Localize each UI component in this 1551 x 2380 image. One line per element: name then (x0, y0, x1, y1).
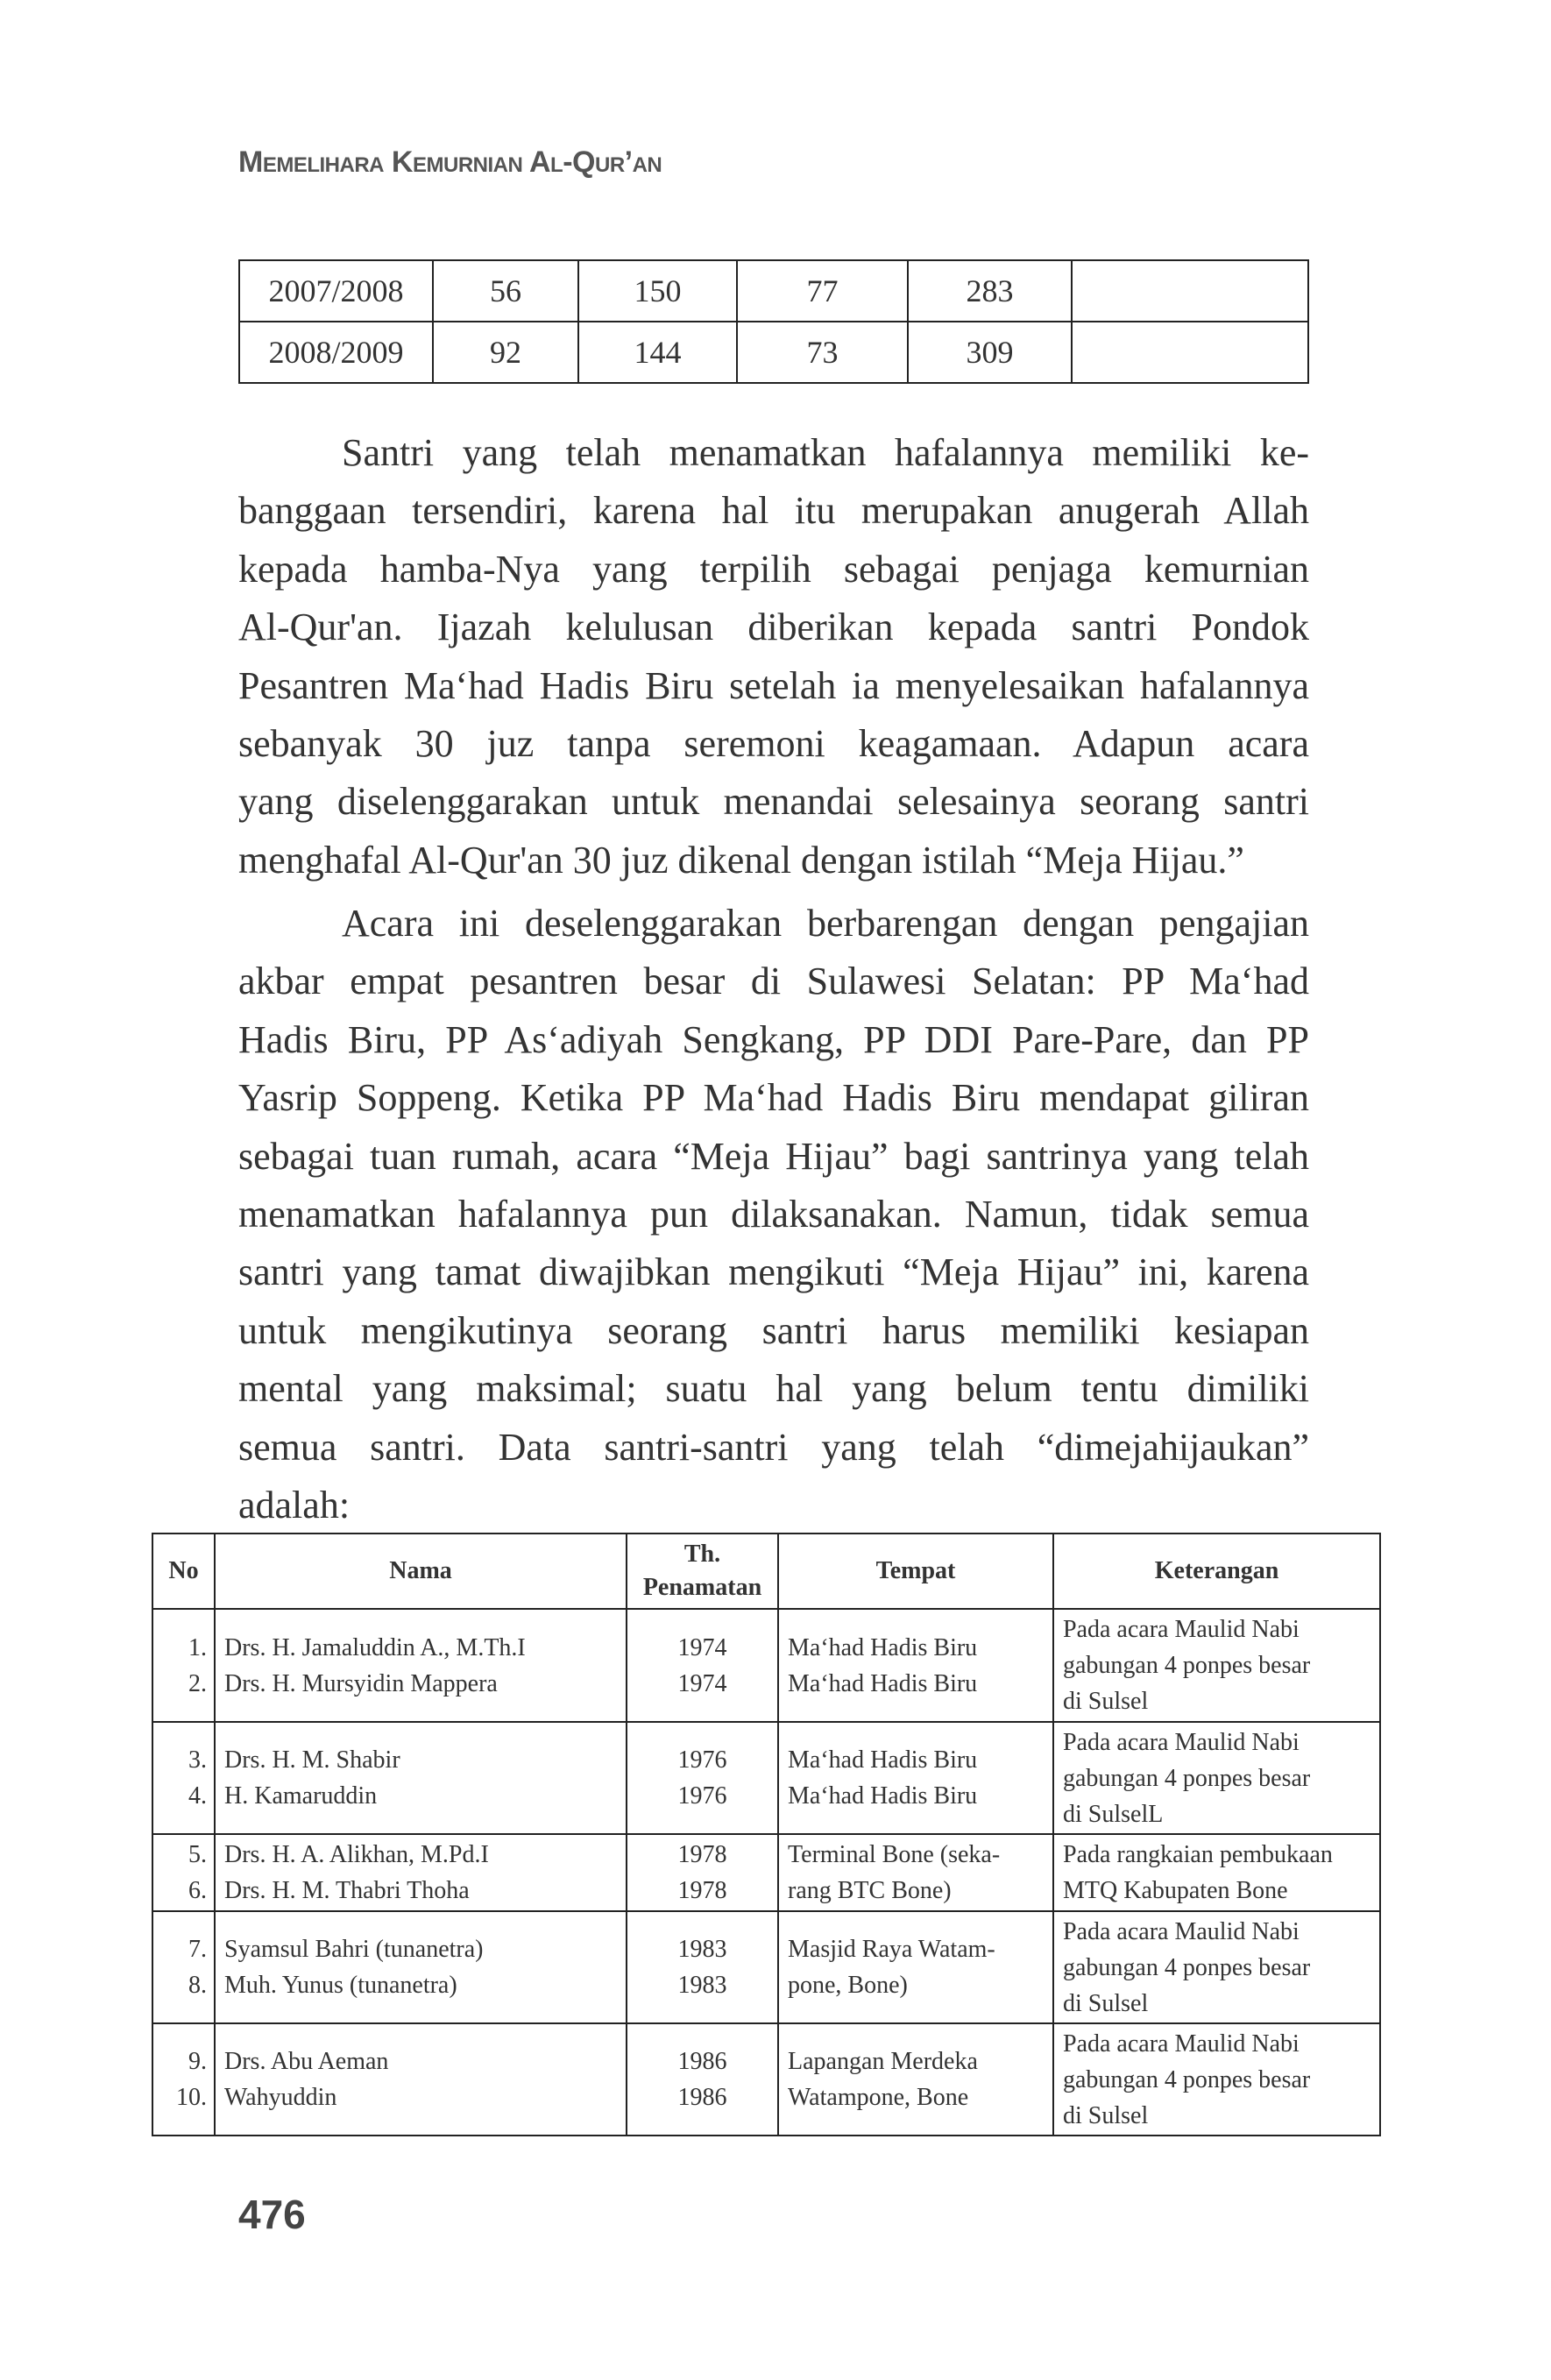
table-row (239, 260, 1308, 322)
tempat-line: Lapangan Merdeka (788, 2048, 978, 2075)
cell-no (152, 1722, 215, 1834)
table-cell: 144 (578, 322, 737, 383)
cell-nama (215, 1834, 627, 1911)
tahun-line: 1978 (677, 1841, 727, 1868)
table-row (152, 1722, 1380, 1834)
paragraph-line: akbar empat pesantren besar di Sulawesi Selatan: PP Ma‘had (238, 960, 1309, 1003)
paragraph-line: Santri yang telah menamatkan hafalannya memiliki ke- (342, 431, 1309, 474)
header-tempat: Tempat (778, 1534, 1053, 1609)
nama-line: Drs. H. Mursyidin Mappera (224, 1669, 498, 1697)
tempat-line: Ma‘had Hadis Biru (788, 1746, 978, 1774)
header-tahun (627, 1534, 778, 1609)
cell-tahun (627, 1911, 778, 2023)
cell-keterangan (1053, 1609, 1380, 1722)
no-line: 2. (188, 1669, 207, 1697)
table-row (152, 1834, 1380, 1911)
paragraph-line: menghafal Al-Qur'an 30 juz dikenal dengan istilah “Meja Hijau.” (238, 838, 1244, 882)
cell-tempat (778, 1609, 1053, 1722)
no-line: 10. (176, 2084, 207, 2111)
tempat-line: rang BTC Bone) (788, 1877, 952, 1904)
paragraph-line: kepada hamba-Nya yang terpilih sebagai penjaga kemurnian (238, 547, 1309, 591)
paragraph-line: banggaan tersendiri, karena hal itu merupakan anugerah Allah (238, 489, 1309, 533)
keterangan-line: di SulselL (1063, 1800, 1164, 1828)
no-line: 5. (188, 1841, 207, 1868)
nama-line: Wahyuddin (224, 2084, 337, 2111)
table-cell: 150 (578, 260, 737, 322)
tempat-line: Ma‘had Hadis Biru (788, 1633, 978, 1661)
paragraph-line: sebagai tuan rumah, acara “Meja Hijau” bagi santrinya yang telah (238, 1134, 1309, 1178)
table-cell: 77 (737, 260, 908, 322)
keterangan-line: gabungan 4 ponpes besar (1063, 1652, 1311, 1679)
cell-no (152, 1834, 215, 1911)
tempat-line: Ma‘had Hadis Biru (788, 1669, 978, 1697)
page-number: 476 (238, 2192, 306, 2237)
keterangan-line: gabungan 4 ponpes besar (1063, 1953, 1311, 1981)
table-header-row (152, 1534, 1380, 1609)
cell-keterangan (1053, 1834, 1380, 1911)
paragraph-line: sebanyak 30 juz tanpa seremoni keagamaan. Adapun acara (238, 722, 1309, 765)
nama-line: Muh. Yunus (tunanetra) (224, 1972, 457, 1999)
cell-tempat (778, 1722, 1053, 1834)
tahun-line: 1986 (677, 2048, 727, 2075)
tempat-line: Watampone, Bone (788, 2084, 969, 2111)
table-cell: 2007/2008 (239, 260, 433, 322)
cell-keterangan (1053, 1722, 1380, 1834)
cell-tahun (627, 1722, 778, 1834)
table-cell: 283 (908, 260, 1072, 322)
running-head: Memelihara Kemurnian Al-Qur’an (238, 145, 662, 179)
cell-nama (215, 2023, 627, 2136)
keterangan-line: Pada rangkaian pembukaan (1063, 1841, 1333, 1868)
tempat-line: Masjid Raya Watam- (788, 1936, 995, 1963)
paragraph-line: adalah: (238, 1484, 351, 1526)
cell-keterangan (1053, 1911, 1380, 2023)
statistics-table-continuation (238, 259, 1309, 384)
tahun-line: 1983 (677, 1972, 727, 1999)
no-line: 8. (188, 1972, 207, 1999)
cell-no (152, 1609, 215, 1722)
nama-line: Drs. H. Jamaluddin A., M.Th.I (224, 1633, 526, 1661)
no-line: 9. (188, 2048, 207, 2075)
paragraph-line: untuk mengikutinya seorang santri harus memiliki kesiapan (238, 1308, 1309, 1352)
cell-tahun (627, 1609, 778, 1722)
cell-nama (215, 1609, 627, 1722)
header-tahun-word: Penamatan (642, 1574, 762, 1601)
table-cell: 73 (737, 322, 908, 383)
paragraph-line: semua santri. Data santri-santri yang telah “dimejahijaukan” (238, 1425, 1309, 1469)
no-line: 3. (188, 1746, 207, 1774)
table-cell: 2008/2009 (239, 322, 433, 383)
tahun-line: 1976 (677, 1746, 727, 1774)
nama-line: Drs. Abu Aeman (224, 2048, 389, 2075)
no-line: 7. (188, 1936, 207, 1963)
tahun-line: 1978 (677, 1877, 727, 1904)
tempat-line: Ma‘had Hadis Biru (788, 1782, 978, 1810)
header-tahun-word: Th. (683, 1541, 721, 1568)
table-cell (1072, 322, 1308, 383)
table-cell: 92 (433, 322, 578, 383)
meja-hijau-graduates-table (152, 1533, 1381, 2136)
table-row (239, 322, 1308, 383)
no-line: 1. (188, 1633, 207, 1661)
tahun-line: 1983 (677, 1936, 727, 1963)
keterangan-line: Pada acara Maulid Nabi (1063, 1616, 1300, 1643)
tahun-line: 1974 (677, 1669, 727, 1697)
table-cell: 56 (433, 260, 578, 322)
tempat-line: pone, Bone) (788, 1972, 908, 1999)
tahun-line: 1986 (677, 2084, 727, 2111)
table-cell (1072, 260, 1308, 322)
keterangan-line: Pada acara Maulid Nabi (1063, 1728, 1300, 1756)
table-row (152, 1609, 1380, 1722)
header-no: No (152, 1534, 215, 1609)
cell-tahun (627, 1834, 778, 1911)
nama-line: H. Kamaruddin (224, 1782, 378, 1810)
cell-tempat (778, 2023, 1053, 2136)
table-cell: 309 (908, 322, 1072, 383)
paragraph-line: santri yang tamat diwajibkan mengikuti “Meja Hijau” ini, karena (238, 1250, 1309, 1294)
cell-no (152, 1911, 215, 2023)
nama-line: Syamsul Bahri (tunanetra) (224, 1936, 484, 1963)
table-row (152, 1911, 1380, 2023)
header-keterangan: Keterangan (1053, 1534, 1380, 1609)
paragraph-line: Al-Qur'an. Ijazah kelulusan diberikan kepada santri Pondok (238, 606, 1309, 649)
paragraph-line: Pesantren Ma‘had Hadis Biru setelah ia menyelesaikan hafalannya (238, 663, 1309, 707)
cell-nama (215, 1911, 627, 2023)
cell-tahun (627, 2023, 778, 2136)
keterangan-line: gabungan 4 ponpes besar (1063, 1764, 1311, 1792)
keterangan-line: di Sulsel (1063, 1688, 1149, 1715)
nama-line: Drs. H. M. Thabri Thoha (224, 1877, 470, 1904)
keterangan-line: MTQ Kabupaten Bone (1063, 1877, 1288, 1904)
header-nama: Nama (215, 1534, 627, 1609)
cell-tempat (778, 1834, 1053, 1911)
paragraph-line: menamatkan hafalannya pun dilaksanakan. Namun, tidak semua (238, 1193, 1309, 1236)
keterangan-line: di Sulsel (1063, 1989, 1149, 2017)
nama-line: Drs. H. M. Shabir (224, 1746, 400, 1774)
cell-no (152, 2023, 215, 2136)
keterangan-line: gabungan 4 ponpes besar (1063, 2065, 1311, 2093)
cell-tempat (778, 1911, 1053, 2023)
tahun-line: 1974 (677, 1633, 727, 1661)
table-row (152, 2023, 1380, 2136)
paragraph-line: Yasrip Soppeng. Ketika PP Ma‘had Hadis Biru mendapat giliran (238, 1076, 1309, 1120)
cell-keterangan (1053, 2023, 1380, 2136)
nama-line: Drs. H. A. Alikhan, M.Pd.I (224, 1841, 489, 1868)
paragraph-line: Hadis Biru, PP As‘adiyah Sengkang, PP DDI Pare-Pare, dan PP (238, 1017, 1309, 1061)
keterangan-line: Pada acara Maulid Nabi (1063, 2029, 1300, 2058)
paragraph-line: mental yang maksimal; suatu hal yang belum tentu dimiliki (238, 1367, 1309, 1411)
no-line: 4. (188, 1782, 207, 1810)
cell-nama (215, 1722, 627, 1834)
keterangan-line: Pada acara Maulid Nabi (1063, 1917, 1300, 1945)
paragraph-line: yang diselenggarakan untuk menandai selesainya seorang santri (238, 780, 1309, 824)
tempat-line: Terminal Bone (seka- (788, 1841, 1001, 1868)
keterangan-line: di Sulsel (1063, 2101, 1149, 2129)
paragraph-line: Acara ini deselenggarakan berbarengan dengan pengajian (342, 902, 1309, 945)
no-line: 6. (188, 1877, 207, 1904)
tahun-line: 1976 (677, 1782, 727, 1810)
